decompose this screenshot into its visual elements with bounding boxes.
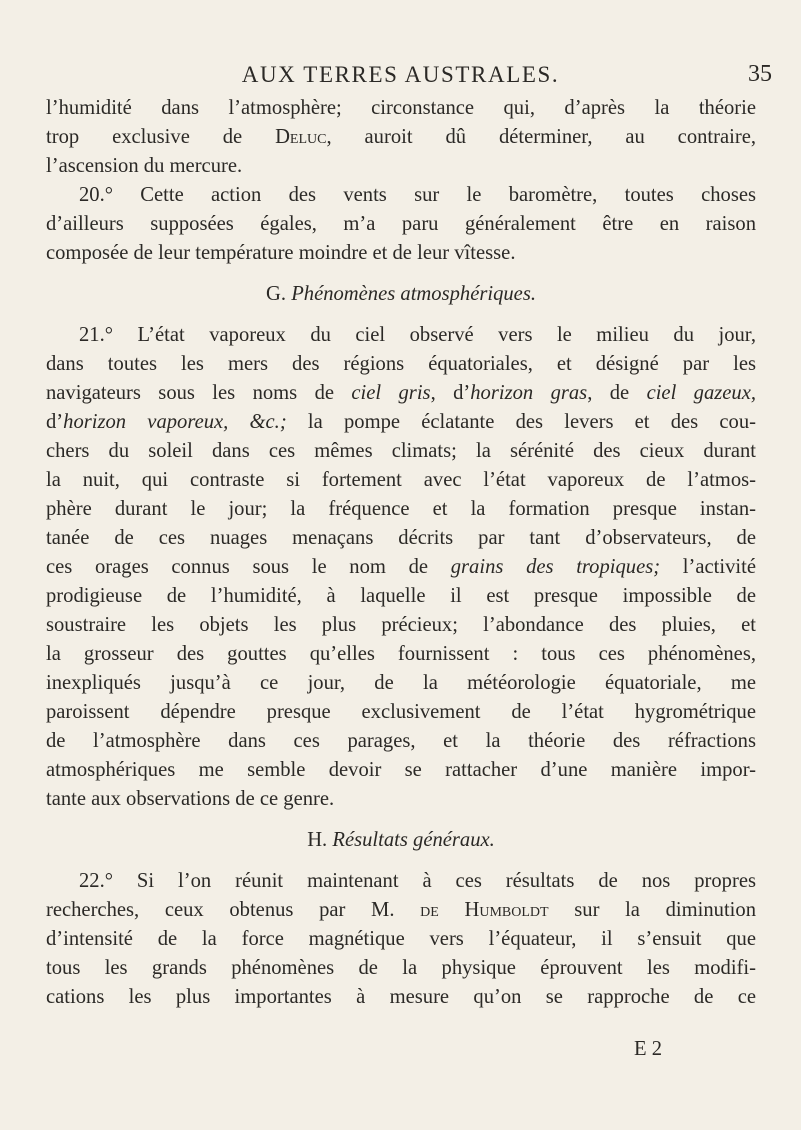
- paragraph-20-line: 20.° Cette action des vents sur le baromètre, toutes choses: [79, 184, 756, 206]
- author-name-humboldt: de Humboldt: [420, 899, 549, 921]
- text-line: phère durant le jour; la fréquence et la formation presque instan-: [46, 498, 756, 520]
- text-line: l’ascension du mercure.: [46, 155, 243, 177]
- text-line: d’intensité de la force magnétique vers l’équateur, il s’ensuit que: [46, 928, 756, 950]
- text-line: recherches, ceux obtenus par M. de Humboldt sur la diminution: [46, 899, 756, 921]
- text-line: soustraire les objets les plus précieux; l’abondance des pluies, et: [46, 614, 756, 636]
- text-line: tanée de ces nuages menaçans décrits par tant d’observateurs, de: [46, 527, 756, 549]
- text-line: tous les grands phénomènes de la physique éprouvent les modifi-: [46, 957, 756, 979]
- text-line: paroissent dépendre presque exclusivement de l’état hygrométrique: [46, 701, 756, 723]
- text-line: dans toutes les mers des régions équatoriales, et désigné par les: [46, 353, 756, 375]
- text-line: la nuit, qui contraste si fortement avec l’état vaporeux de l’atmos-: [46, 469, 756, 491]
- text-line: composée de leur température moindre et de leur vîtesse.: [46, 242, 516, 264]
- text-line: tante aux observations de ce genre.: [46, 788, 335, 810]
- text-line: atmosphériques me semble devoir se rattacher d’une manière impor-: [46, 759, 756, 781]
- text-line: inexpliqués jusqu’à ce jour, de la météorologie équatoriale, me: [46, 672, 756, 694]
- text-line: chers du soleil dans ces mêmes climats; la sérénité des cieux durant: [46, 440, 756, 462]
- author-name-deluc: Deluc: [275, 126, 327, 148]
- text-line: la grosseur des gouttes qu’elles fournissent : tous ces phénomènes,: [46, 643, 756, 665]
- running-title: AUX TERRES AUSTRALES.: [241, 62, 560, 87]
- paragraph-22-line: 22.° Si l’on réunit maintenant à ces résultats de nos propres: [79, 870, 756, 892]
- text-line: ces orages connus sous le nom de grains des tropiques; l’activité: [46, 556, 756, 578]
- page-number: 35: [748, 61, 772, 87]
- text-line: navigateurs sous les noms de ciel gris, d’horizon gras, de ciel gazeux,: [46, 382, 757, 404]
- text-line: trop exclusive de Deluc, auroit dû déterminer, au contraire,: [46, 126, 757, 148]
- text-line: d’ailleurs supposées égales, m’a paru généralement être en raison: [46, 213, 756, 235]
- text-line: de l’atmosphère dans ces parages, et la théorie des réfractions: [46, 730, 756, 752]
- text-line: l’humidité dans l’atmosphère; circonstance qui, d’après la théorie: [46, 97, 756, 119]
- section-heading-g: G. Phénomènes atmosphériques.: [266, 283, 536, 305]
- page-body: [46, 94, 756, 1012]
- section-heading-h: H. Résultats généraux.: [307, 829, 495, 851]
- text-line: prodigieuse de l’humidité, à laquelle il est presque impossible de: [46, 585, 756, 607]
- text-line: d’horizon vaporeux, &c.; la pompe éclatante des levers et des cou-: [46, 411, 756, 433]
- text-line: cations les plus importantes à mesure qu’on se rapproche de ce: [46, 986, 756, 1008]
- paragraph-21-line: 21.° L’état vaporeux du ciel observé vers le milieu du jour,: [79, 324, 756, 346]
- signature-mark: E 2: [634, 1038, 663, 1060]
- page-header: [0, 62, 801, 92]
